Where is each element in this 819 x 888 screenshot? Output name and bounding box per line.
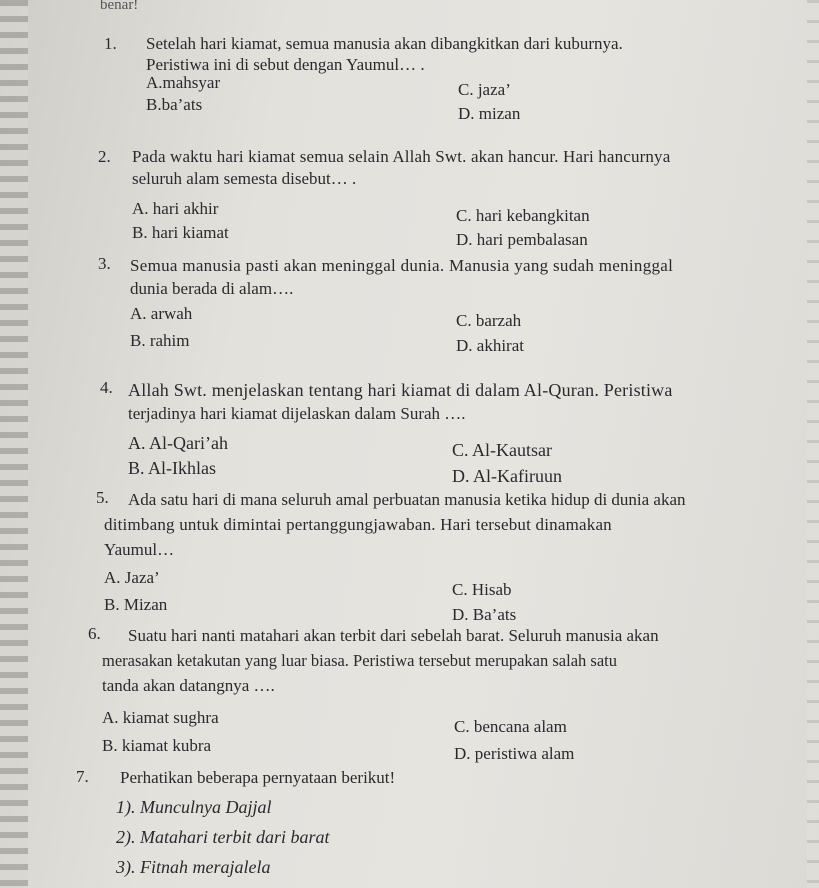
question-3-option-d: D. akhirat (456, 336, 524, 355)
question-2-line-2: seluruh alam semesta disebut… . (132, 169, 357, 188)
question-7-line-1: Perhatikan beberapa pernyataan berikut! (120, 768, 396, 787)
question-3-option-b: B. rahim (130, 331, 190, 350)
question-6-option-c: C. bencana alam (454, 717, 567, 736)
question-5-line-1: Ada satu hari di mana seluruh amal perbuatan manusia ketika hidup di dunia akan (128, 490, 686, 509)
question-5-line-3: Yaumul… (104, 540, 175, 559)
question-4-option-c: C. Al-Kautsar (452, 440, 552, 460)
question-1-option-a: A.mahsyar (146, 73, 221, 92)
question-6-option-b: B. kiamat kubra (102, 736, 212, 755)
question-6-line-2: merasakan ketakutan yang luar biasa. Peristiwa tersebut merupakan salah satu (102, 651, 617, 670)
question-7-statement-1: 1). Munculnya Dajjal (116, 797, 272, 817)
question-5-number: 5. (96, 488, 109, 507)
question-2-option-a: A. hari akhir (132, 199, 219, 218)
question-4-option-a: A. Al-Qari’ah (128, 433, 228, 453)
question-3-line-1: Semua manusia pasti akan meninggal dunia. Manusia yang sudah meninggal (130, 256, 674, 275)
question-1-option-b: B.ba’ats (146, 95, 203, 114)
question-5-option-c: C. Hisab (452, 580, 512, 599)
binder-spiral (0, 0, 28, 888)
question-5-option-d: D. Ba’ats (452, 605, 517, 624)
question-4-option-d: D. Al-Kafiruun (452, 466, 562, 486)
question-4-line-1: Allah Swt. menjelaskan tentang hari kiamat di dalam Al-Quran. Peristiwa (128, 380, 673, 400)
question-2-line-1: Pada waktu hari kiamat semua selain Allah Swt. akan hancur. Hari hancurnya (132, 147, 671, 166)
question-1-option-c: C. jaza’ (458, 80, 511, 99)
question-6-option-a: A. kiamat sughra (102, 708, 219, 727)
question-3-line-2: dunia berada di alam…. (130, 279, 294, 298)
question-4-option-b: B. Al-Ikhlas (128, 458, 216, 478)
question-2-option-c: C. hari kebangkitan (456, 206, 590, 225)
question-3-option-c: C. barzah (456, 311, 522, 330)
question-6-line-1: Suatu hari nanti matahari akan terbit dari sebelah barat. Seluruh manusia akan (128, 626, 659, 645)
question-6-number: 6. (88, 624, 101, 643)
question-2-option-b: B. hari kiamat (132, 223, 229, 242)
question-1-option-d: D. mizan (458, 104, 521, 123)
question-2-option-d: D. hari pembalasan (456, 230, 588, 249)
question-4-line-2: terjadinya hari kiamat dijelaskan dalam Surah …. (128, 404, 466, 423)
question-5-option-a: A. Jaza’ (104, 568, 160, 587)
question-1-line-1: Setelah hari kiamat, semua manusia akan dibangkitkan dari kuburnya. (146, 34, 623, 53)
partial-header-text: benar! (100, 0, 139, 13)
question-1-number: 1. (104, 34, 117, 53)
question-7-statement-3: 3). Fitnah merajalela (116, 857, 271, 877)
question-7-statement-2: 2). Matahari terbit dari barat (116, 827, 330, 847)
page-edge (807, 0, 819, 888)
question-5-option-b: B. Mizan (104, 595, 168, 614)
question-1-line-2: Peristiwa ini di sebut dengan Yaumul… . (146, 55, 425, 74)
question-6-option-d: D. peristiwa alam (454, 744, 575, 763)
question-7-number: 7. (76, 767, 89, 786)
question-6-line-3: tanda akan datangnya …. (102, 676, 275, 695)
question-2-number: 2. (98, 147, 111, 166)
question-3-number: 3. (98, 254, 111, 273)
question-4-number: 4. (100, 378, 113, 397)
question-5-line-2: ditimbang untuk dimintai pertanggungjawaban. Hari tersebut dinamakan (104, 515, 612, 534)
question-3-option-a: A. arwah (130, 304, 193, 323)
